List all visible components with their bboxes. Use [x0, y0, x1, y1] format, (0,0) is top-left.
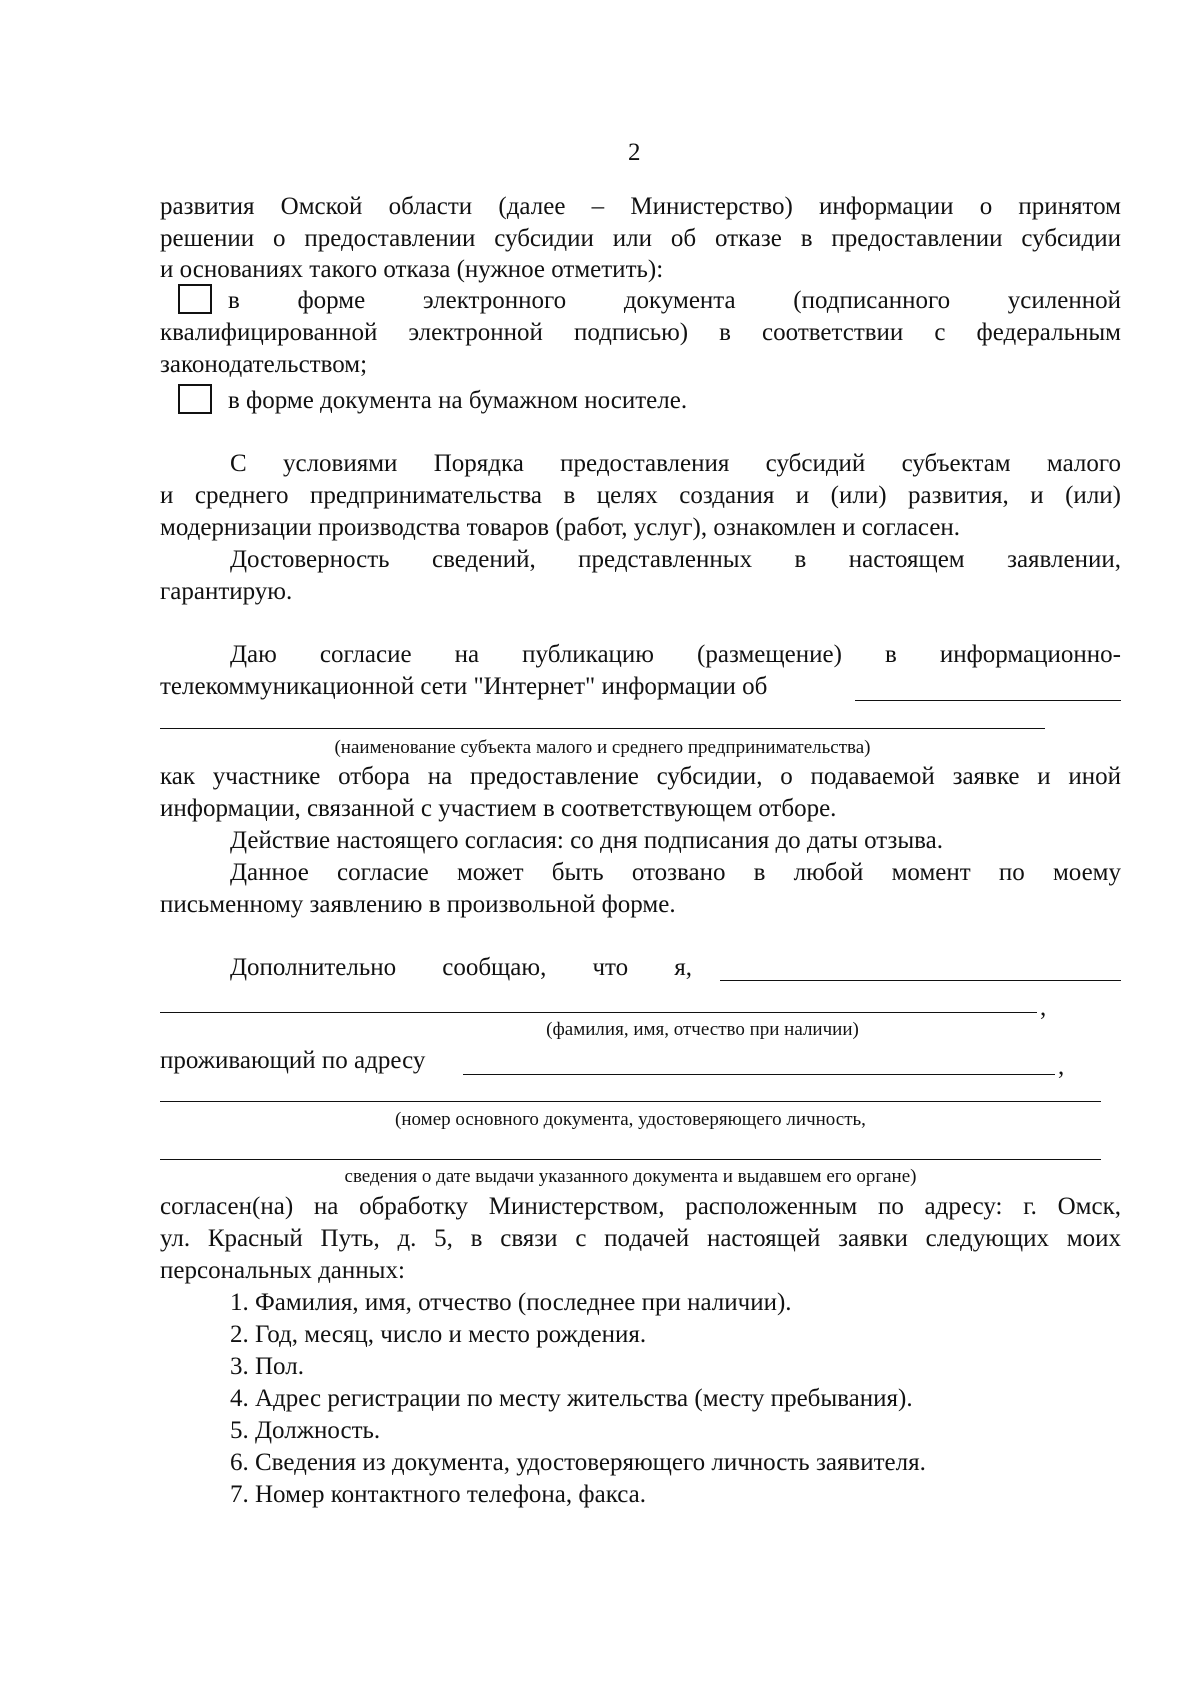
electronic-option-line-3: законодательством;: [160, 351, 368, 378]
conditions-line-3: модернизации производства товаров (работ, услуг), ознакомлен и согласен.: [160, 514, 961, 541]
reliability-line-2: гарантирую.: [160, 578, 293, 605]
consent-line-3: персональных данных:: [160, 1257, 405, 1284]
list-item: 4. Адрес регистрации по месту жительства (месту пребывания).: [230, 1385, 913, 1412]
revocation-line-1: Данное согласие может быть отозвано в любой момент по моему: [230, 859, 1121, 886]
page-number: 2: [628, 139, 641, 166]
address-field[interactable]: [463, 1074, 1055, 1075]
consent-line-2: ул. Красный Путь, д. 5, в связи с подачей настоящей заявки следующих моих: [160, 1225, 1121, 1252]
list-item: 6. Сведения из документа, удостоверяющего личность заявителя.: [230, 1449, 926, 1476]
identity-doc-caption: (номер основного документа, удостоверяющего личность,: [395, 1109, 866, 1130]
address-label: проживающий по адресу: [160, 1047, 426, 1074]
paper-option-checkbox[interactable]: [178, 384, 212, 414]
consent-line-1: согласен(на) на обработку Министерством, расположенным по адресу: г. Омск,: [160, 1193, 1121, 1220]
validity-line: Действие настоящего согласия: со дня подписания до даты отзыва.: [230, 827, 943, 854]
intro-line-2: решении о предоставлении субсидии или об отказе в предоставлении субсидии: [160, 225, 1121, 252]
reliability-line-1: Достоверность сведений, представленных в настоящем заявлении,: [230, 546, 1121, 573]
publication-line-1: Даю согласие на публикацию (размещение) в информационно-: [230, 641, 1121, 668]
electronic-option-line-2: квалифицированной электронной подписью) в соответствии с федеральным: [160, 319, 1121, 346]
entity-name-caption: (наименование субъекта малого и среднего предпринимательства): [334, 737, 871, 758]
electronic-option-checkbox[interactable]: [178, 284, 212, 314]
paper-option-label: в форме документа на бумажном носителе.: [228, 387, 688, 414]
intro-line-3: и основаниях такого отказа (нужное отметить):: [160, 256, 664, 283]
applicant-name-comma: ,: [1040, 994, 1047, 1021]
list-item: 2. Год, месяц, число и место рождения.: [230, 1321, 647, 1348]
identity-doc-field-2[interactable]: [160, 1159, 1101, 1160]
publication-line-2: телекоммуникационной сети "Интернет" информации об: [160, 673, 768, 700]
revocation-line-2: письменному заявлению в произвольной форме.: [160, 891, 676, 918]
publication-line-3: как участнике отбора на предоставление субсидии, о подаваемой заявке и иной: [160, 763, 1121, 790]
address-comma: ,: [1058, 1053, 1065, 1080]
electronic-option-label: в форме электронного документа (подписанного усиленной: [228, 287, 1121, 314]
conditions-line-1: С условиями Порядка предоставления субсидий субъектам малого: [230, 450, 1121, 477]
list-item: 1. Фамилия, имя, отчество (последнее при наличии).: [230, 1289, 792, 1316]
intro-line-1: развития Омской области (далее – Министерство) информации о принятом: [160, 193, 1121, 220]
list-item: 5. Должность.: [230, 1417, 381, 1444]
applicant-name-field-2[interactable]: [160, 1012, 1037, 1013]
additional-line-1: Дополнительно сообщаю, что я,: [230, 954, 692, 981]
conditions-line-2: и среднего предпринимательства в целях создания и (или) развития, и (или): [160, 482, 1121, 509]
publication-line-4: информации, связанной с участием в соответствующем отборе.: [160, 795, 837, 822]
entity-name-field-2[interactable]: [160, 728, 1045, 729]
entity-name-field-1[interactable]: [855, 700, 1121, 701]
list-item: 3. Пол.: [230, 1353, 304, 1380]
applicant-name-caption: (фамилия, имя, отчество при наличии): [546, 1019, 859, 1040]
identity-doc-issue-caption: сведения о дате выдачи указанного документа и выдавшем его органе): [344, 1166, 917, 1187]
identity-doc-field-1[interactable]: [160, 1101, 1101, 1102]
applicant-name-field-1[interactable]: [720, 980, 1121, 981]
list-item: 7. Номер контактного телефона, факса.: [230, 1481, 646, 1508]
